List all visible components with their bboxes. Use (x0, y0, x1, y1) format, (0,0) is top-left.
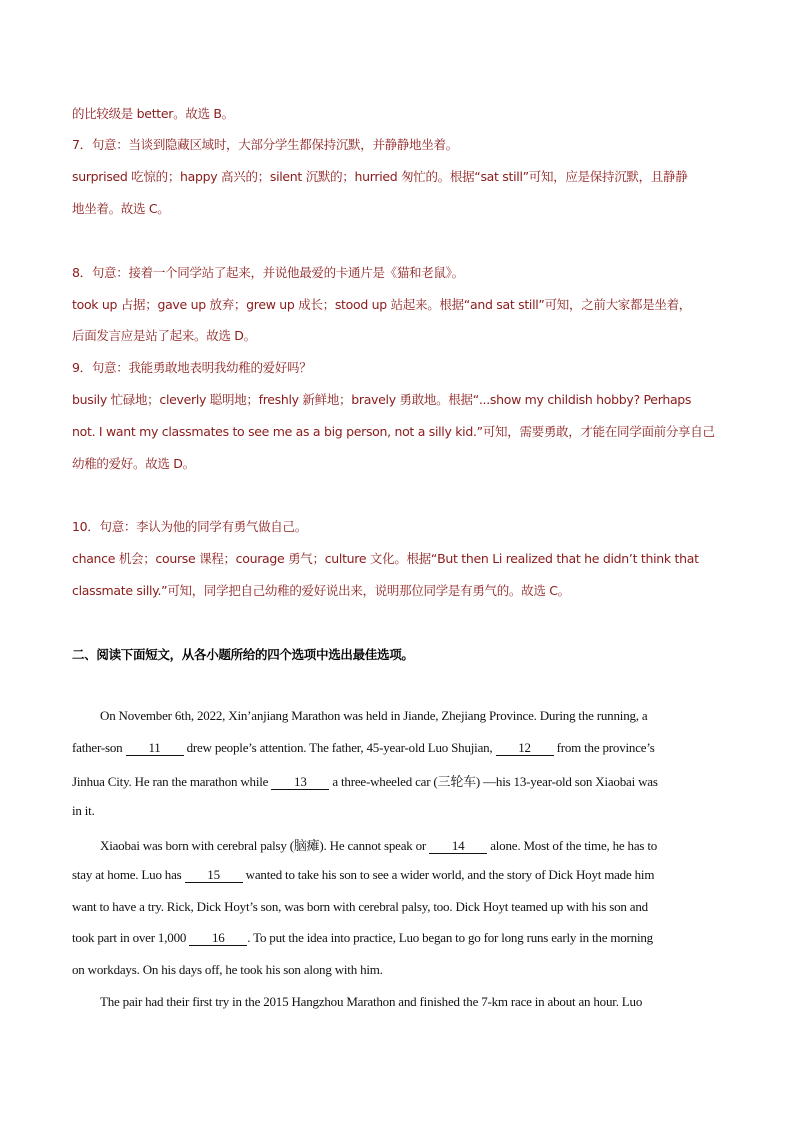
passage-line (72, 930, 722, 946)
passage-text: Xiaobai was born with cerebral palsy (脑瘫). He cannot speak or (100, 838, 427, 853)
q8-explanation: took up 占据；gave up 放弃；grew up 成长；stood up 站起来。根据“and sat still”可知，之前大家都是坐着， (72, 297, 692, 312)
passage-text: wanted to take his son to see a wider world, and the story of Dick Hoyt made him (245, 867, 655, 882)
blank-15: 15 (185, 868, 243, 883)
q10-title: 10．句意：李认为他的同学有勇气做自己。 (72, 519, 307, 534)
passage-text: from the province’s (556, 740, 655, 755)
blank-12: 12 (496, 741, 554, 756)
passage-line: in it. (72, 803, 95, 818)
blank-16: 16 (189, 931, 247, 946)
q9-conclusion: 幼稚的爱好。故选 D。 (72, 456, 195, 471)
passage-text: . To put the idea into practice, Luo began to go for long runs early in the morning (247, 930, 653, 945)
section-title: 二、阅读下面短文，从各小题所给的四个选项中选出最佳选项。 (72, 647, 414, 662)
q7-title: 7．句意：当谈到隐藏区域时，大部分学生都保持沉默，并静静地坐着。 (72, 137, 458, 152)
passage-line (100, 835, 722, 854)
q10-explanation: chance 机会；course 课程；courage 勇气；culture 文化。根据“But then Li realized that he didn’t think that (72, 551, 699, 566)
q10-conclusion: classmate silly.”可知，同学把自己幼稚的爱好说出来，说明那位同学是有勇气的。故选 C。 (72, 583, 570, 598)
q9-explanation-2: not. I want my classmates to see me as a big person, not a silly kid.”可知，需要勇敢，才能在同学面前分享自己 (72, 424, 715, 439)
answer-line: 的比较级是 better。故选 B。 (72, 106, 234, 121)
passage-line (72, 867, 722, 883)
passage-text: stay at home. Luo has (72, 867, 182, 882)
passage-text: took part in over 1,000 (72, 930, 187, 945)
passage-line (72, 740, 722, 756)
q7-explanation: surprised 吃惊的；happy 高兴的；silent 沉默的；hurried 匆忙的。根据“sat still”可知，应是保持沉默，且静静 (72, 169, 688, 184)
passage-text: alone. Most of the time, he has to (490, 838, 658, 853)
q9-explanation: busily 忙碌地；cleverly 聪明地；freshly 新鲜地；bravely 勇敢地。根据“...show my childish hobby? Perhaps (72, 392, 692, 407)
q9-title: 9．句意：我能勇敢地表明我幼稚的爱好吗？ (72, 360, 312, 375)
passage-text: father-son (72, 740, 123, 755)
q8-title: 8．句意：接着一个同学站了起来，并说他最爱的卡通片是《猫和老鼠》。 (72, 265, 464, 280)
blank-13: 13 (271, 775, 329, 790)
q8-conclusion: 后面发言应是站了起来。故选 D。 (72, 328, 256, 343)
passage-line (72, 771, 722, 790)
blank-11: 11 (126, 741, 184, 756)
passage-line: The pair had their first try in the 2015 Hangzhou Marathon and finished the 7-km race in about an hour. Luo (100, 994, 643, 1009)
passage-line: want to have a try. Rick, Dick Hoyt’s son, was born with cerebral palsy, too. Dick Hoyt teamed up with his son and (72, 899, 648, 914)
passage-text: Jinhua City. He ran the marathon while (72, 774, 269, 789)
blank-14: 14 (429, 839, 487, 854)
passage-text: drew people’s attention. The father, 45-year-old Luo Shujian, (186, 740, 493, 755)
passage-line: on workdays. On his days off, he took his son along with him. (72, 962, 383, 977)
passage-text: a three-wheeled car (三轮车) —his 13-year-old son Xiaobai was (332, 774, 658, 789)
passage-line: On November 6th, 2022, Xin’anjiang Marathon was held in Jiande, Zhejiang Province. During the running, a (100, 708, 648, 723)
q7-conclusion: 地坐着。故选 C。 (72, 201, 170, 216)
